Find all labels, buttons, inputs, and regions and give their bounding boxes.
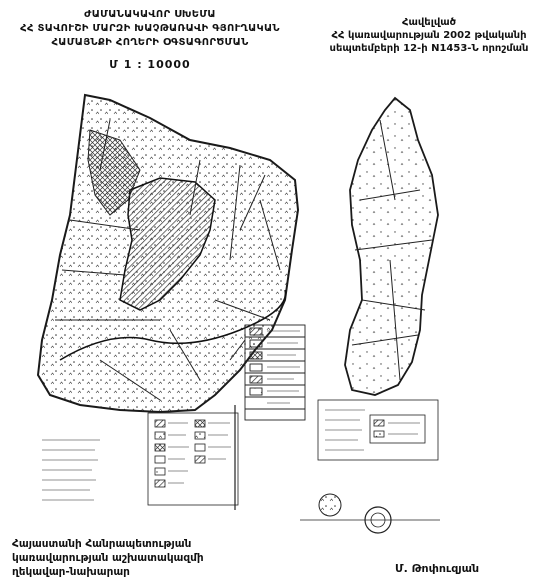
approval-line-1: Հավելված [401,17,457,28]
signer-title-line-2: կառավարության աշխատակազմի [12,552,204,564]
secondary-territory-outline [345,98,438,395]
signer-name: Մ. Թոփուզյան [395,562,480,575]
title-line-2: ՀՀ ՏԱՎՈՒՇԻ ՄԱՐԶԻ ԽԱՉԹԱՌԱՎԻ ԳՅՈՒՂԱԿԱՆ [20,23,280,34]
signature-block-left [12,537,332,579]
approval-line-3: սեպտեմբերի 12-ի N1453-Ն որոշման [329,43,529,54]
title-line-1: ԺԱՄԱՆԱԿԱՎՈՐ ՍԽԵՄԱ [84,9,216,20]
approval-line-2: ՀՀ կառավարության 2002 թվականի [331,30,527,41]
official-stamp [319,494,391,533]
secondary-territory-map [345,98,438,395]
lower-legend [42,405,238,510]
signer-title-line-1: Հայաստանի Հանրապետության [12,538,192,550]
title-line-3: ՀԱՄԱՅՆՔԻ ՀՈՂԵՐԻ ՕԳՏԱԳՈՐԾՄԱՆ [51,37,249,48]
signer-title-line-3: ղեկավար-նախարար [12,566,130,578]
main-territory-map [38,95,298,412]
map-scale: Մ 1 : 10000 [109,58,191,71]
